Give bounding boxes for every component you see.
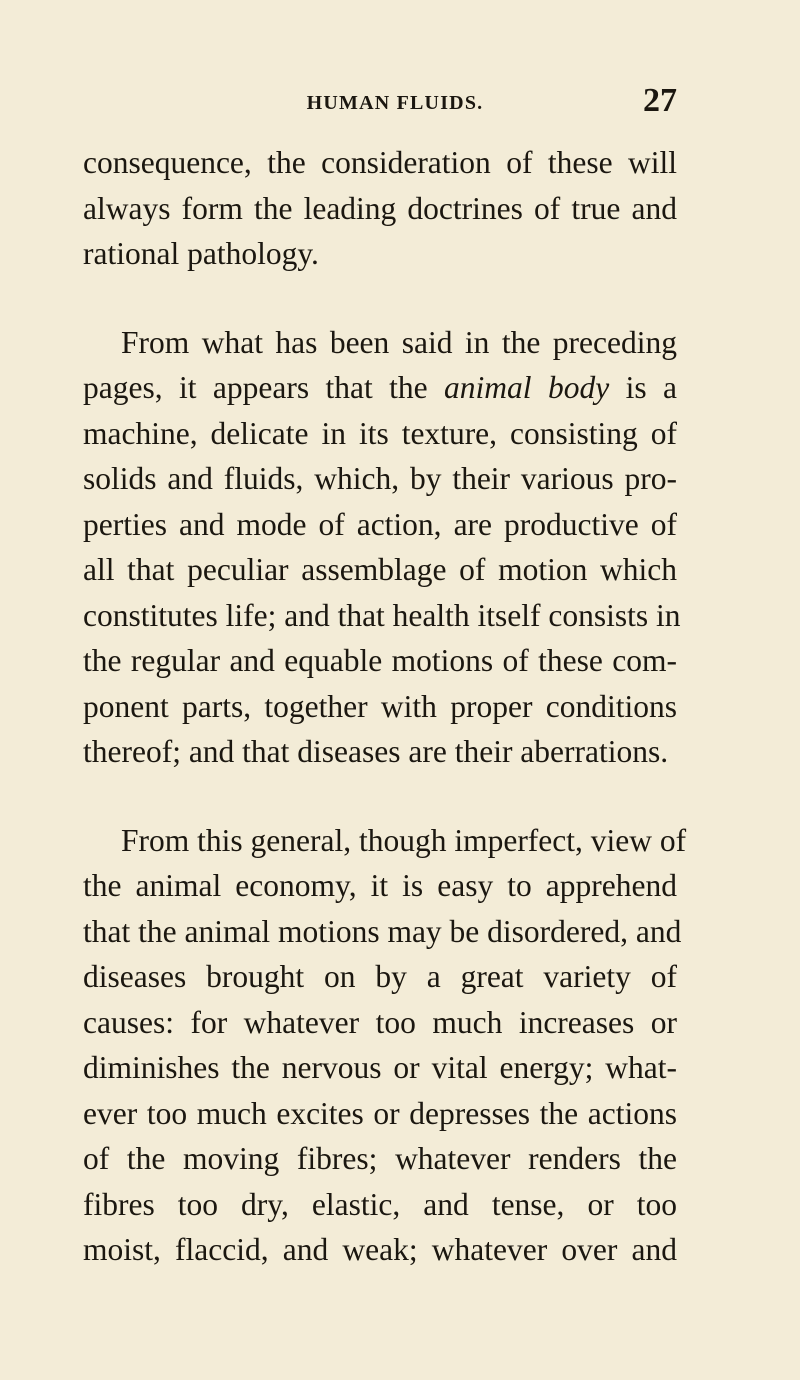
text-line: moist, flaccid, and weak; whatever over and <box>83 1232 677 1267</box>
paragraph-spacer <box>83 775 677 818</box>
text-line: ever too much excites or depresses the actions <box>83 1095 677 1131</box>
text-line: From this general, though imperfect, view of <box>121 822 687 858</box>
text-line: the animal economy, it is easy to apprehend <box>83 868 677 903</box>
emphasized-term: animal body <box>444 370 610 405</box>
text-line: always form the leading doctrines of true and <box>83 190 677 226</box>
text-line: consequence, the consideration of these will <box>83 145 677 180</box>
paragraph <box>83 818 687 1273</box>
text-line: rational pathology. <box>83 236 319 271</box>
text-line: diminishes the nervous or vital energy; what- <box>83 1050 677 1085</box>
text-line: From what has been said in the preceding <box>121 324 677 360</box>
running-title: HUMAN FLUIDS. <box>306 92 484 114</box>
text-line: of the moving fibres; whatever renders the <box>83 1141 677 1176</box>
body-text <box>83 140 687 1273</box>
text-fragment: is a <box>609 370 677 405</box>
text-line: causes: for whatever too much increases or <box>83 1004 677 1040</box>
text-line: perties and mode of action, are productive of <box>83 506 677 542</box>
text-line: machine, delicate in its texture, consisting of <box>83 415 677 451</box>
text-line: all that peculiar assemblage of motion which <box>83 552 677 587</box>
text-fragment: pages, it appears that the <box>83 370 445 405</box>
running-head <box>83 82 677 126</box>
text-line: diseases brought on by a great variety of <box>83 959 677 994</box>
text-line: solids and fluids, which, by their various pro- <box>83 461 677 496</box>
text-line: fibres too dry, elastic, and tense, or too <box>83 1186 677 1222</box>
paragraph <box>83 320 681 775</box>
text-line: thereof; and that diseases are their aberrations. <box>83 734 669 769</box>
paragraph <box>83 140 677 277</box>
text-line: that the animal motions may be disordered, and <box>83 913 682 949</box>
text-line: constitutes life; and that health itself consists in <box>83 597 681 633</box>
page-number: 27 <box>643 82 677 119</box>
text-line: the regular and equable motions of these com- <box>83 643 677 678</box>
text-line-with-emphasis <box>83 365 677 411</box>
text-line: ponent parts, together with proper conditions <box>83 688 677 724</box>
paragraph-spacer <box>83 277 677 320</box>
